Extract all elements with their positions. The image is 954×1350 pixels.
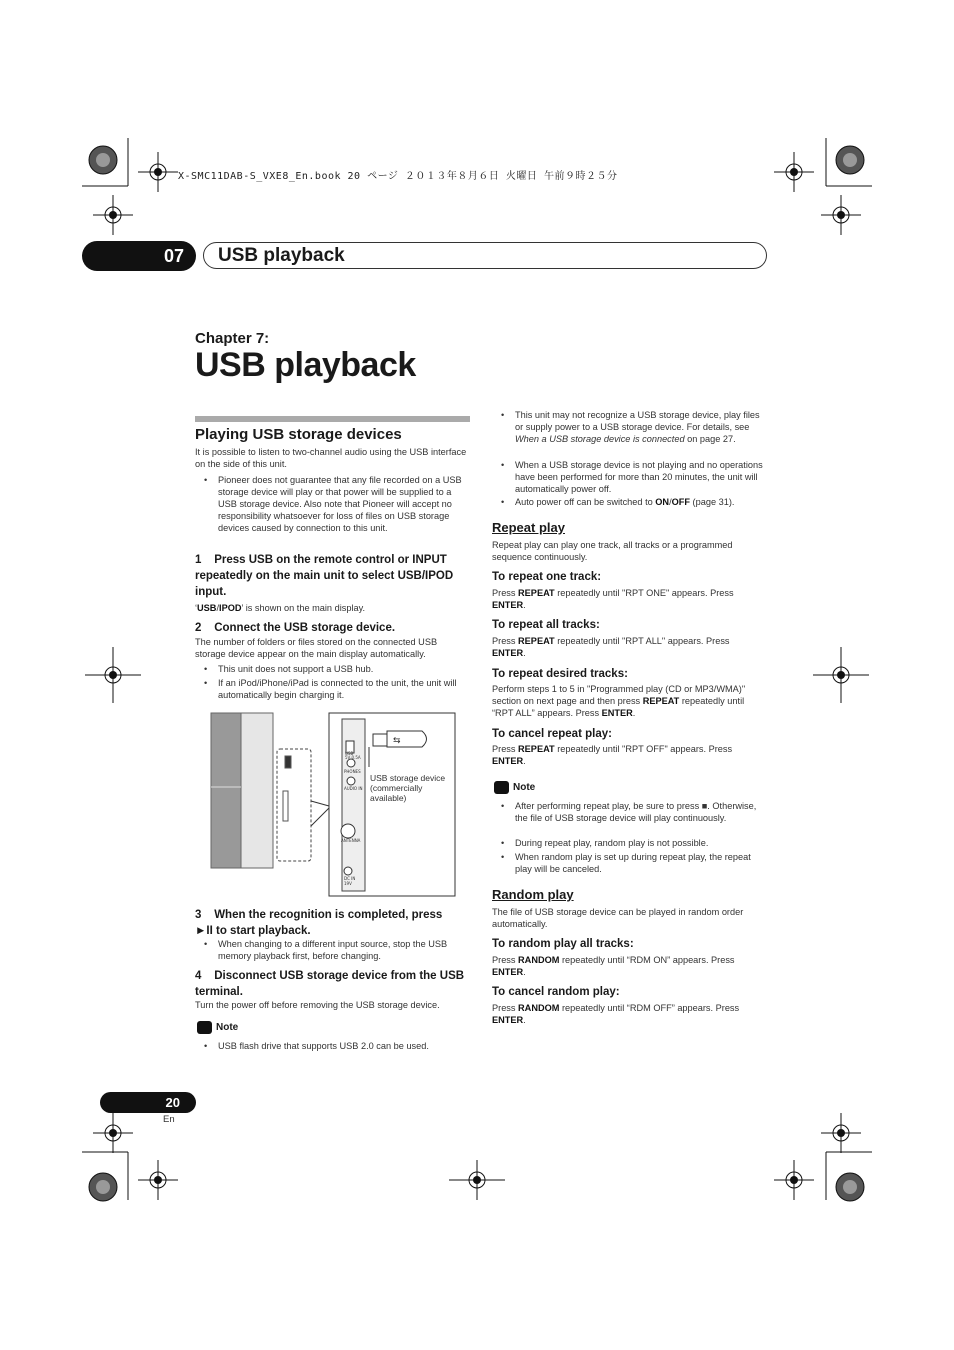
right-note-bullet-3: • When random play is set up during repeat play, the repeat play will be canceled.	[492, 851, 767, 875]
chapter-tab-title: USB playback	[218, 245, 345, 266]
note-bullet: • USB flash drive that supports USB 2.0 can be used.	[195, 1040, 470, 1052]
repeat-desired-desc: Perform steps 1 to 5 in "Programmed play (CD or MP3/WMA)" section on next page and then press REPEAT repeatedly until “RPT ALL” appears. Press ENTER.	[492, 684, 746, 718]
step-1-note: ‘USB/IPOD’ is shown on the main display.	[195, 603, 366, 613]
step-4-desc: Turn the power off before removing the USB storage device.	[195, 1000, 440, 1010]
diagram-caption-1: USB storage device	[370, 773, 446, 783]
diagram-caption-2: (commercially	[370, 783, 423, 793]
cancel-repeat-desc: Press REPEAT repeatedly until "RPT OFF" appears. Press ENTER.	[492, 744, 733, 766]
repeat-all-title: To repeat all tracks:	[492, 619, 600, 631]
panel-label-antenna: ANTENNA	[341, 838, 361, 843]
step-2-desc: The number of folders or files stored on the connected USB storage device appear on the main display automatically.	[195, 637, 438, 659]
chapter-number-tab: 07	[82, 241, 196, 271]
repeat-play-desc: Repeat play can play one track, all tracks or a programmed sequence continuously.	[492, 540, 733, 562]
step-1-text: Press USB on the remote control or INPUT	[214, 554, 447, 566]
right-bullet-1: • This unit may not recognize a USB storage device, play files or supply power to a USB storage device. For details, see When a USB storage device is connected on page 27.	[492, 409, 767, 445]
unit-side-illustration	[211, 713, 311, 868]
section-rule	[195, 416, 470, 422]
repeat-all-desc: Press REPEAT repeatedly until "RPT ALL" appears. Press ENTER.	[492, 636, 730, 658]
panel-label-5v: 5V 0.5A	[345, 755, 361, 760]
page-language: En	[163, 1114, 175, 1125]
section-title: Playing USB storage devices	[195, 426, 402, 443]
note-icon	[197, 1021, 212, 1034]
section-intro: It is possible to listen to two-channel audio using the USB interface on the side of this unit.	[195, 447, 467, 469]
step-2: 2 Connect the USB storage device.	[195, 622, 396, 634]
note-heading-right: Note	[513, 782, 536, 793]
intro-bullet: • Pioneer does not guarantee that any file recorded on a USB storage device will play or that power will be supplied to a USB storage device. Also note that Pioneer will accept no responsibility whatsoever for loss of files on USB storage devices caused by connection to this unit.	[195, 474, 470, 534]
right-bullet-3: • Auto power off can be switched to ON/OFF (page 31).	[492, 496, 767, 508]
page-number: 20	[100, 1092, 196, 1113]
random-all-desc: Press RANDOM repeatedly until “RDM ON” appears. Press ENTER.	[492, 955, 735, 977]
panel-label-dc-in: DC IN	[344, 876, 356, 881]
chapter-label: Chapter 7:	[195, 330, 270, 347]
repeat-play-title: Repeat play	[492, 520, 565, 535]
repeat-desired-title: To repeat desired tracks:	[492, 668, 628, 680]
panel-label-audio-in: AUDIO IN	[344, 786, 363, 791]
diagram-caption-3: available)	[370, 793, 407, 803]
panel-label-19v: 19V	[344, 881, 352, 886]
panel-label-usb: USB	[345, 751, 354, 756]
right-bullet-2: • When a USB storage device is not playing and no operations have been performed for more than 20 minutes, the unit will automatically power off.	[492, 459, 767, 495]
svg-text:⇆: ⇆	[393, 736, 401, 746]
right-note-bullet-1: • After performing repeat play, be sure to press ■. Otherwise, the file of USB storage device will play continuously.	[492, 800, 767, 824]
repeat-one-desc: Press REPEAT repeatedly until "RPT ONE" appears. Press ENTER.	[492, 588, 734, 610]
random-play-title: Random play	[492, 887, 574, 902]
step-3: 3 When the recognition is completed, press ►II to start playback.	[195, 909, 443, 937]
print-header: X-SMC11DAB-S_VXE8_En.book 20 ページ ２０１３年８月６日 火曜日 午前９時２５分	[178, 171, 618, 182]
repeat-one-title: To repeat one track:	[492, 571, 602, 583]
step-3-bullet: • When changing to a different input source, stop the USB memory playback first, before changing.	[195, 938, 470, 962]
stop-icon: ■	[701, 801, 708, 811]
cancel-random-desc: Press RANDOM repeatedly until “RDM OFF” appears. Press ENTER.	[492, 1003, 740, 1025]
usb-connection-diagram	[207, 711, 457, 897]
step-4: 4 Disconnect USB storage device from the USB terminal.	[195, 970, 465, 998]
step-1	[195, 552, 475, 600]
note-heading: Note	[216, 1022, 239, 1033]
step-1-text-b: repeatedly on the main unit to select USB/IPOD	[195, 570, 454, 582]
step-2-bullet-1: • This unit does not support a USB hub.	[195, 663, 470, 675]
step-1-text-c: input.	[195, 586, 227, 598]
note-icon-right	[494, 781, 509, 794]
cancel-random-title: To cancel random play:	[492, 986, 620, 998]
step-1-number: 1	[195, 554, 202, 566]
random-play-desc: The file of USB storage device can be played in random order automatically.	[492, 907, 744, 929]
random-all-title: To random play all tracks:	[492, 938, 634, 950]
panel-label-phones: PHONES	[344, 769, 361, 774]
play-pause-icon: ►II	[195, 925, 213, 937]
page-title: USB playback	[195, 346, 416, 384]
right-note-bullet-2: • During repeat play, random play is not possible.	[492, 837, 767, 849]
step-2-bullet-2: • If an iPod/iPhone/iPad is connected to the unit, the unit will automatically begin charging it.	[195, 677, 470, 701]
cancel-repeat-title: To cancel repeat play:	[492, 728, 612, 740]
